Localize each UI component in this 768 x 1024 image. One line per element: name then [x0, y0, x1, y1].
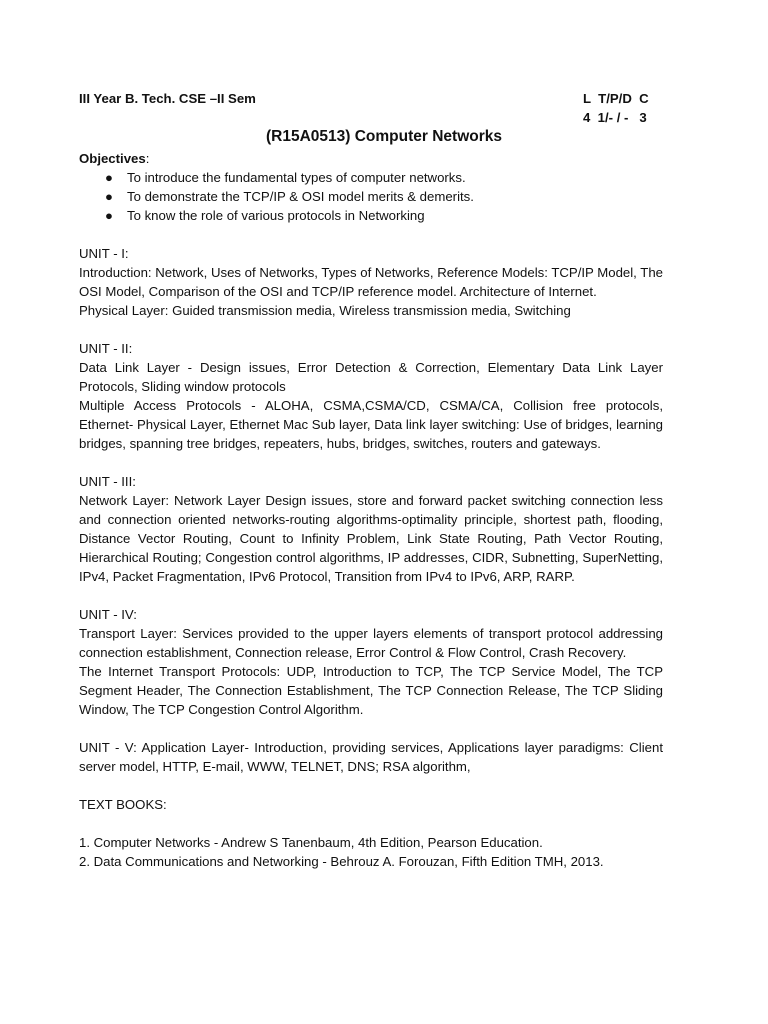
unit-5 — [79, 738, 663, 776]
objective-text: To introduce the fundamental types of computer networks. — [127, 170, 466, 185]
unit-heading: UNIT - IV: — [79, 607, 137, 622]
unit-paragraph: Multiple Access Protocols - ALOHA, CSMA,CSMA/CD, CSMA/CA, Collision free protocols, Ethernet- Physical Layer, Ethernet Mac Sub layer, Data link layer switching: Use of bridges, learning bridges, spanning tree bridges, repeaters, hubs, bridges, switches, routers and gateways. — [79, 398, 663, 451]
unit-paragraph: The Internet Transport Protocols: UDP, Introduction to TCP, The TCP Service Model, The TCP Segment Header, The Connection Establishment, The TCP Connection Release, The TCP Sliding Window, The TCP Congestion Control Algorithm. — [79, 664, 663, 717]
text-book-item: 2. Data Communications and Networking - Behrouz A. Forouzan, Fifth Edition TMH, 2013. — [79, 854, 604, 869]
objective-item — [105, 187, 663, 206]
ltpc-values: 4 1/- / - 3 — [583, 110, 647, 125]
ltpc-head: L T/P/D C — [583, 91, 649, 106]
text-books-heading: TEXT BOOKS: — [79, 797, 167, 812]
ltpc-block — [583, 89, 663, 127]
objective-text: To know the role of various protocols in Networking — [127, 208, 425, 223]
text-books-list — [79, 833, 663, 871]
unit-paragraph: Transport Layer: Services provided to the upper layers elements of transport protocol addressing connection establishment, Connection release, Error Control & Flow Control, Crash Recovery. — [79, 626, 663, 660]
unit-3 — [79, 472, 663, 586]
unit-paragraph: Data Link Layer - Design issues, Error Detection & Correction, Elementary Data Link Layer Protocols, Sliding window protocols — [79, 360, 663, 394]
unit-paragraph: Network Layer: Network Layer Design issues, store and forward packet switching connection less and connection oriented networks-routing algorithms-optimality principle, shortest path, flooding, Distance Vector Routing, Count to Infinity Problem, Link State Routing, Path Vector Routing, Hierarchical Routing; Congestion control algorithms, IP addresses, CIDR, Subnetting, SuperNetting, IPv4, Packet Fragmentation, IPv6 Protocol, Transition from IPv4 to IPv6, ARP, RARP. — [79, 493, 663, 584]
course-year: III Year B. Tech. CSE –II Sem — [79, 91, 256, 106]
objective-text: To demonstrate the TCP/IP & OSI model merits & demerits. — [127, 189, 474, 204]
course-title: (R15A0513) Computer Networks — [265, 128, 502, 145]
bullet-icon: ● — [105, 208, 113, 223]
text-books — [79, 795, 663, 871]
unit-paragraph: Introduction: Network, Uses of Networks, Types of Networks, Reference Models: TCP/IP Model, The OSI Model, Comparison of the OSI and TCP/IP reference model. Architecture of Internet. — [79, 265, 663, 299]
syllabus-content — [79, 149, 663, 871]
bullet-icon: ● — [105, 189, 113, 204]
objectives-list — [79, 168, 663, 225]
text-book-item: 1. Computer Networks - Andrew S Tanenbaum, 4th Edition, Pearson Education. — [79, 835, 543, 850]
unit-heading: UNIT - II: — [79, 341, 133, 356]
objectives-label: Objectives — [79, 151, 146, 166]
course-header — [79, 89, 663, 129]
unit-1 — [79, 244, 663, 320]
unit-2 — [79, 339, 663, 453]
objective-item — [105, 168, 663, 187]
unit-heading: UNIT - I: — [79, 246, 129, 261]
unit-paragraph: Physical Layer: Guided transmission media, Wireless transmission media, Switching — [79, 303, 571, 318]
bullet-icon: ● — [105, 170, 113, 185]
unit-4 — [79, 605, 663, 719]
unit-heading: UNIT - III: — [79, 474, 136, 489]
unit-paragraph: UNIT - V: Application Layer- Introduction, providing services, Applications layer paradigms: Client server model, HTTP, E-mail, WWW, TELNET, DNS; RSA algorithm, — [79, 740, 663, 774]
objective-item — [105, 206, 663, 225]
objectives-heading: Objectives: — [79, 151, 150, 166]
